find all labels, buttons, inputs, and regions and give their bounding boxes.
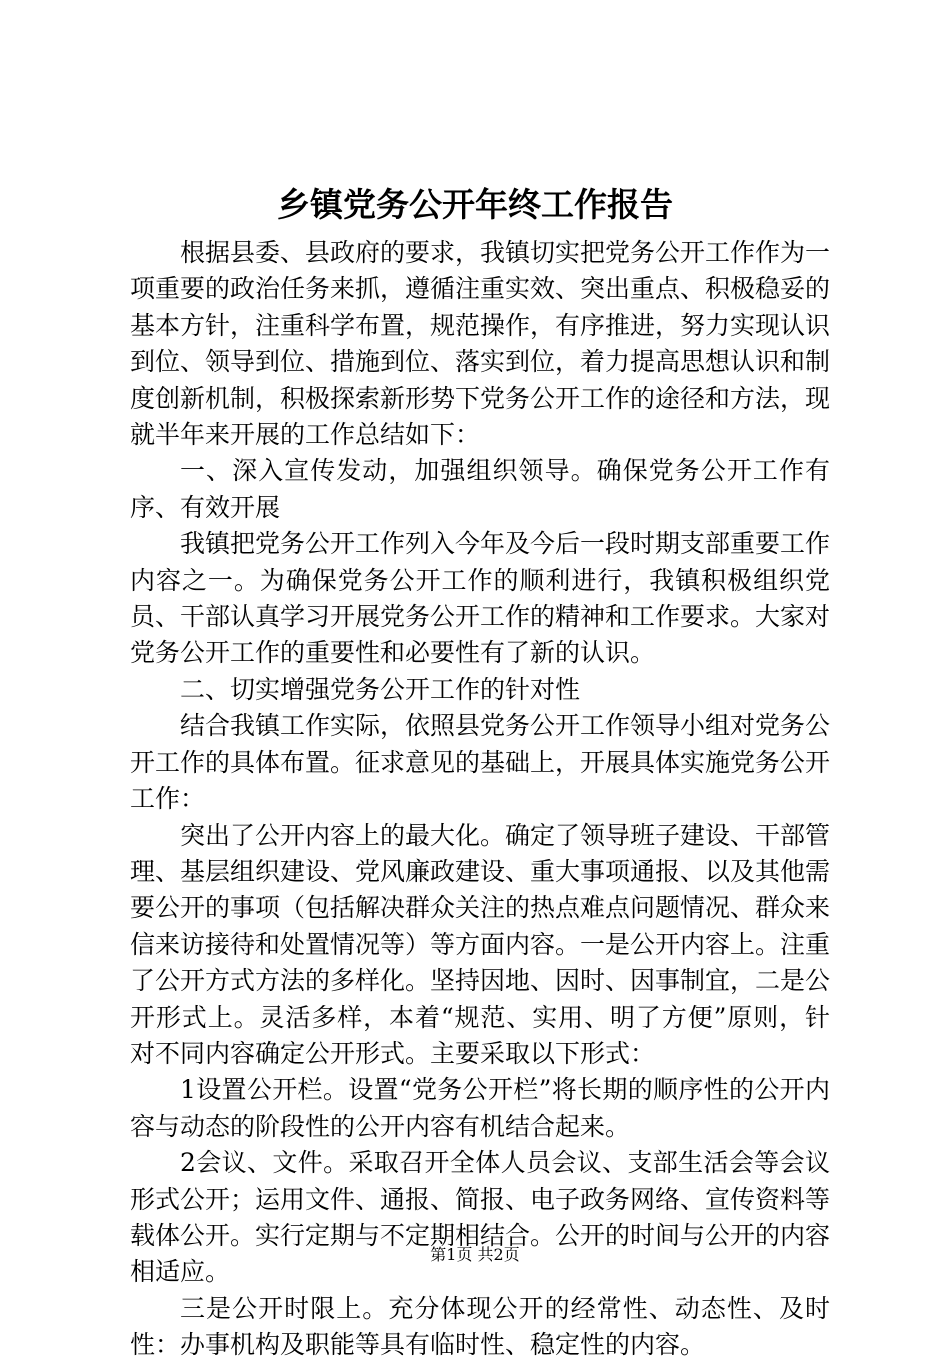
paragraph-content-scope: 突出了公开内容上的最大化。确定了领导班子建设、干部管理、基层组织建设、党风廉政建设、重大事项通报、以及其他需要公开的事项（包括解决群众关注的热点难点问题情况、群众来信来访接待和处置情况等）等方面内容。一是公开内容上。注重了公开方式方法的多样化。坚持因地、因时、因事制宜，二是公开形式上。灵活多样，本着“规范、实用、明了方便”原则，针对不同内容确定公开形式。主要采取以下形式：: [130, 820, 831, 1068]
document-title: 乡镇党务公开年终工作报告: [277, 185, 673, 224]
paragraph-section-2: 结合我镇工作实际，依照县党务公开工作领导小组对党务公开工作的具体布置。征求意见的基础上，开展具体实施党务公开工作：: [130, 711, 831, 814]
paragraph-intro: 根据县委、县政府的要求，我镇切实把党务公开工作作为一项重要的政治任务来抓，遵循注重实效、突出重点、积极稳妥的基本方针，注重科学布置，规范操作，有序推进，努力实现认识到位、领导到位、措施到位、落实到位，着力提高思想认识和制度创新机制，积极探索新形势下党务公开工作的途径和方法，现就半年来开展的工作总结如下：: [130, 238, 831, 450]
section-heading-2: 二、切实增强党务公开工作的针对性: [180, 674, 581, 704]
paragraph-item-1: 1设置公开栏。设置“党务公开栏”将长期的顺序性的公开内容与动态的阶段性的公开内容有机结合起来。: [130, 1075, 830, 1141]
paragraph-item-2: 2会议、文件。采取召开全体人员会议、支部生活会等会议形式公开；运用文件、通报、简报、电子政务网络、宣传资料等载体公开。实行定期与不定期相结合。公开的时间与公开的内容相适应。: [130, 1148, 831, 1287]
page-footer: 第1页 共2页: [430, 1245, 520, 1264]
paragraph-timing: 三是公开时限上。充分体现公开的经常性、动态性、及时性：办事机构及职能等具有临时性、稳定性的内容。: [130, 1293, 830, 1360]
section-heading-1: 一、深入宣传发动，加强组织领导。确保党务公开工作有序、有效开展: [130, 456, 830, 522]
paragraph-section-1: 我镇把党务公开工作列入今年及今后一段时期支部重要工作内容之一。为确保党务公开工作的顺利进行，我镇积极组织党员、干部认真学习开展党务公开工作的精神和工作要求。大家对党务公开工作的重要性和必要性有了新的认识。: [130, 529, 831, 668]
document-body: [130, 235, 830, 1364]
